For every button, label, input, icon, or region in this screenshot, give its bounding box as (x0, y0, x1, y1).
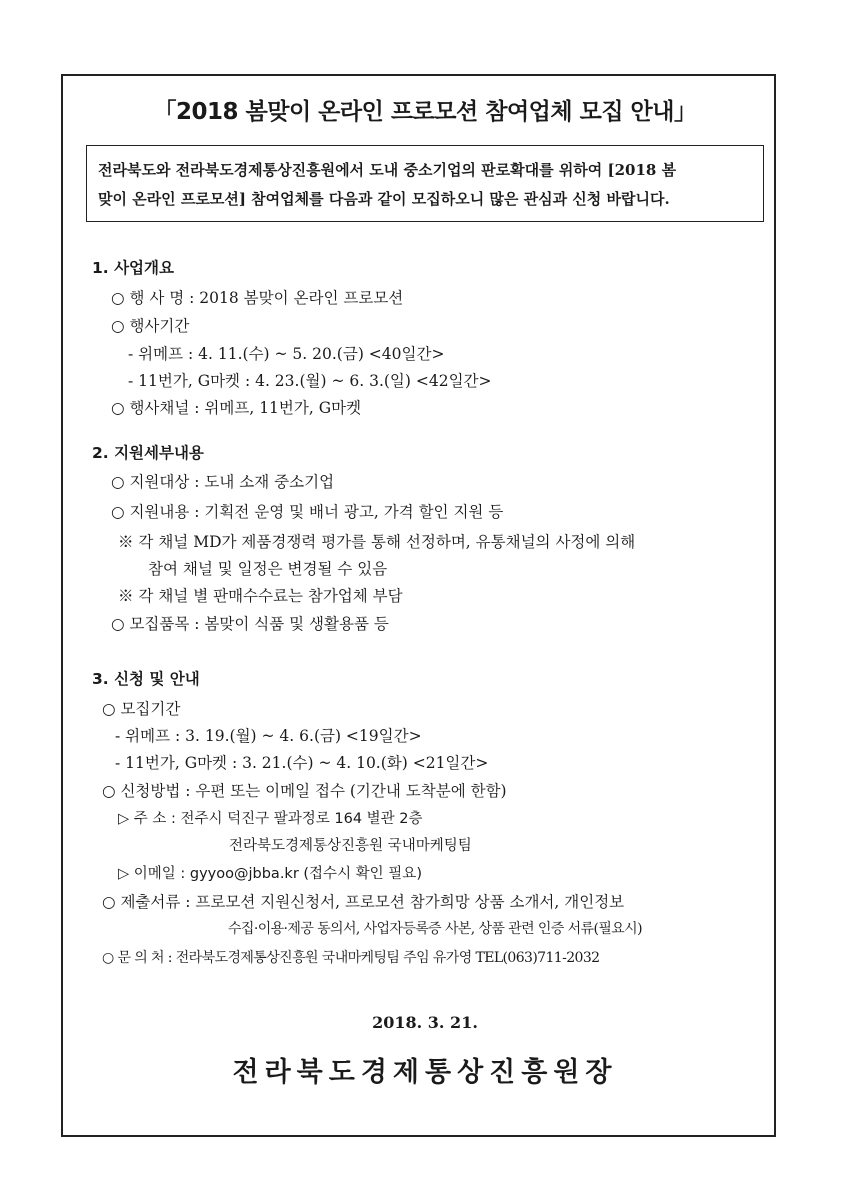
support-target: ○ 지원대상 : 도내 소재 중소기업 (111, 473, 335, 491)
issue-date: 2018. 3. 21. (372, 1013, 478, 1032)
intro-box (86, 145, 764, 222)
documents-line-1: ○ 제출서류 : 프로모션 지원신청서, 프로모션 참가희망 상품 소개서, 개인정보 (102, 893, 625, 911)
intro-line-2: 맞이 온라인 프로모션] 참여업체를 다음과 같이 모집하오니 많은 관심과 신청 바랍니다. (98, 190, 670, 208)
email-address: ▷ 이메일 : gyyoo@jbba.kr (접수시 확인 필요) (118, 866, 422, 882)
intro-line-1: 전라북도와 전라북도경제통상진흥원에서 도내 중소기업의 판로확대를 위하여 [2018 봄 (98, 161, 677, 179)
section3-heading: 3. 신청 및 안내 (92, 670, 200, 688)
issuer-name: 전라북도경제통상진흥원장 (232, 1057, 618, 1088)
document-title: 「2018 봄맞이 온라인 프로모션 참여업체 모집 안내」 (153, 99, 697, 125)
event-period-11st-gmarket: - 11번가, G마켓 : 4. 23.(월) ~ 6. 3.(일) <42일간> (128, 372, 492, 390)
event-channels: ○ 행사채널 : 위메프, 11번가, G마켓 (111, 399, 362, 417)
recruit-items: ○ 모집품목 : 봄맞이 식품 및 생활용품 등 (111, 615, 389, 633)
note-selection-line-1: ※ 각 채널 MD가 제품경쟁력 평가를 통해 선정하며, 유통채널의 사정에 의해 (118, 533, 636, 551)
section2-heading: 2. 지원세부내용 (92, 444, 204, 462)
note-selection-line-2: 참여 채널 및 일정은 변경될 수 있음 (148, 560, 388, 578)
mail-address-line-1: ▷ 주 소 : 전주시 덕진구 팔과정로 164 별관 2층 (118, 811, 423, 827)
mail-address-line-2: 전라북도경제통상진흥원 국내마케팅팀 (229, 838, 472, 854)
section1-heading: 1. 사업개요 (92, 259, 174, 277)
documents-line-2: 수집·이용·제공 동의서, 사업자등록증 사본, 상품 관련 인증 서류(필요시) (228, 921, 642, 937)
recruit-period-wemakeprice: - 위메프 : 3. 19.(월) ~ 4. 6.(금) <19일간> (115, 727, 422, 745)
event-period-wemakeprice: - 위메프 : 4. 11.(수) ~ 5. 20.(금) <40일간> (128, 345, 445, 363)
event-period-label: ○ 행사기간 (111, 317, 190, 335)
recruit-period-11st-gmarket: - 11번가, G마켓 : 3. 21.(수) ~ 4. 10.(화) <21일간> (115, 754, 489, 772)
support-content: ○ 지원내용 : 기획전 운영 및 배너 광고, 가격 할인 지원 등 (111, 503, 504, 521)
apply-method: ○ 신청방법 : 우편 또는 이메일 접수 (기간내 도착분에 한함) (102, 782, 507, 800)
event-name: ○ 행 사 명 : 2018 봄맞이 온라인 프로모션 (111, 289, 404, 307)
note-commission: ※ 각 채널 별 판매수수료는 참가업체 부담 (118, 587, 403, 605)
contact-info: ○ 문 의 처 : 전라북도경제통상진흥원 국내마케팅팀 주임 유가영 TEL(063)711-2032 (102, 950, 600, 966)
recruit-period-label: ○ 모집기간 (102, 700, 181, 718)
